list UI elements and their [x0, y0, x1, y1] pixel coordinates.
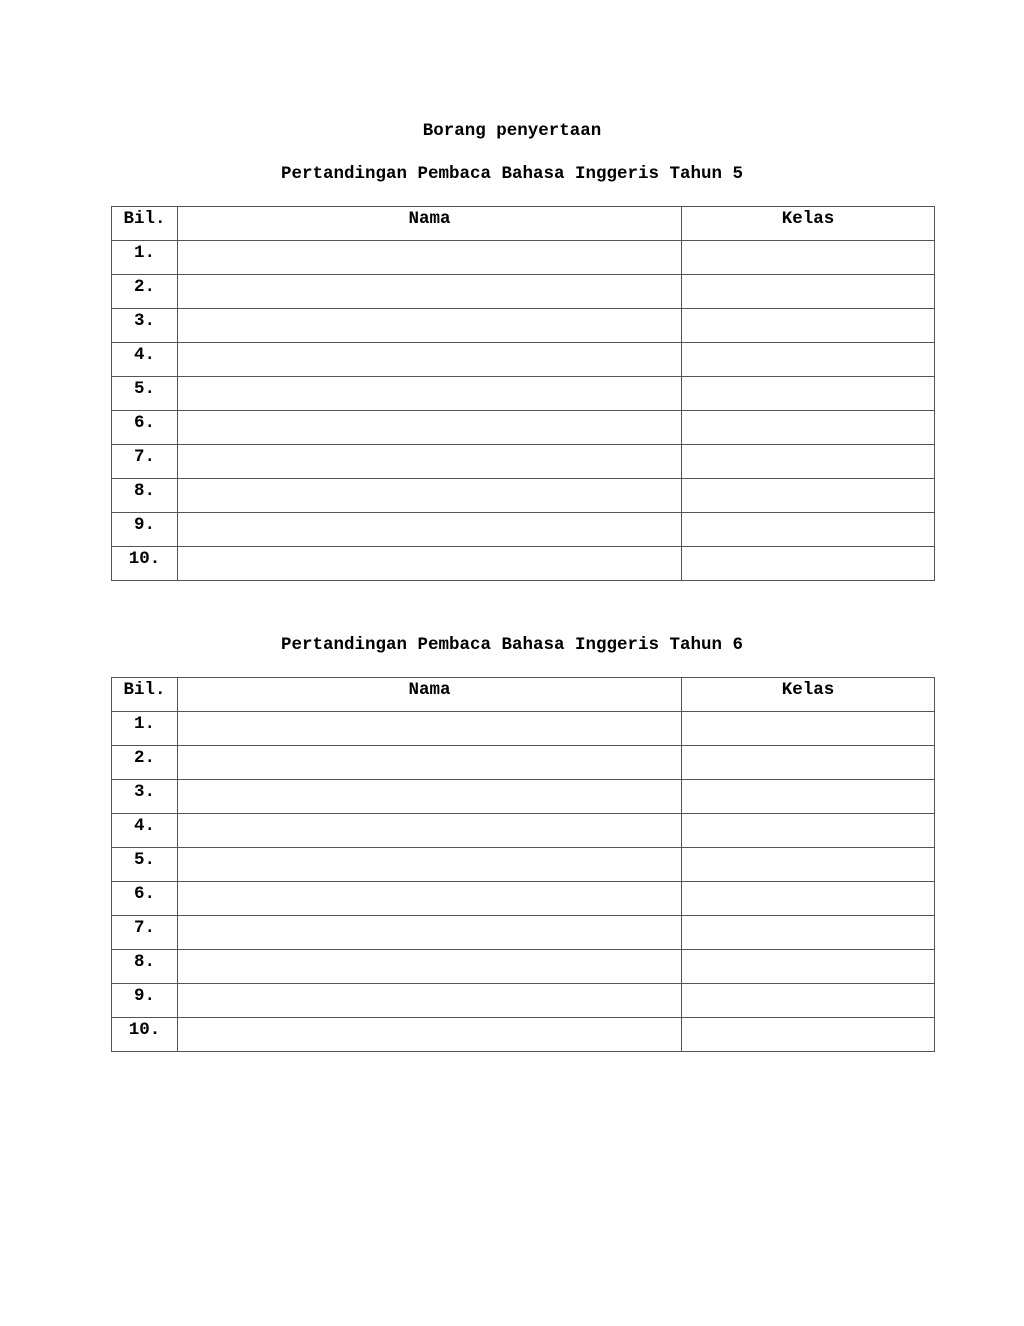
kelas-cell[interactable] [682, 411, 935, 445]
row-number: 10. [112, 547, 178, 581]
nama-cell[interactable] [178, 882, 682, 916]
header-bil: Bil. [112, 207, 178, 241]
nama-cell[interactable] [178, 479, 682, 513]
kelas-cell[interactable] [682, 848, 935, 882]
kelas-cell[interactable] [682, 950, 935, 984]
table-row [112, 882, 935, 916]
row-number: 7. [112, 916, 178, 950]
table-row [112, 984, 935, 1018]
nama-cell[interactable] [178, 275, 682, 309]
kelas-cell[interactable] [682, 275, 935, 309]
nama-cell[interactable] [178, 343, 682, 377]
row-number: 9. [112, 984, 178, 1018]
table-row [112, 712, 935, 746]
header-nama: Nama [178, 678, 682, 712]
row-number: 2. [112, 746, 178, 780]
kelas-cell[interactable] [682, 712, 935, 746]
nama-cell[interactable] [178, 1018, 682, 1052]
header-kelas: Kelas [682, 207, 935, 241]
row-number: 6. [112, 882, 178, 916]
nama-cell[interactable] [178, 814, 682, 848]
section-title-tahun-6: Pertandingan Pembaca Bahasa Inggeris Tahun 6 [280, 635, 744, 655]
row-number: 8. [112, 950, 178, 984]
kelas-cell[interactable] [682, 746, 935, 780]
nama-cell[interactable] [178, 241, 682, 275]
nama-cell[interactable] [178, 377, 682, 411]
nama-cell[interactable] [178, 984, 682, 1018]
row-number: 5. [112, 848, 178, 882]
row-number: 4. [112, 343, 178, 377]
table-header-row [112, 207, 935, 241]
table-row [112, 343, 935, 377]
row-number: 9. [112, 513, 178, 547]
table-row [112, 780, 935, 814]
kelas-cell[interactable] [682, 241, 935, 275]
row-number: 10. [112, 1018, 178, 1052]
row-number: 3. [112, 780, 178, 814]
nama-cell[interactable] [178, 848, 682, 882]
kelas-cell[interactable] [682, 377, 935, 411]
nama-cell[interactable] [178, 746, 682, 780]
row-number: 2. [112, 275, 178, 309]
header-nama: Nama [178, 207, 682, 241]
row-number: 3. [112, 309, 178, 343]
row-number: 1. [112, 712, 178, 746]
table-row [112, 445, 935, 479]
nama-cell[interactable] [178, 411, 682, 445]
nama-cell[interactable] [178, 513, 682, 547]
table-row [112, 411, 935, 445]
header-bil: Bil. [112, 678, 178, 712]
row-number: 6. [112, 411, 178, 445]
entry-table-tahun-6 [111, 677, 935, 1052]
entry-table-tahun-5 [111, 206, 935, 581]
row-number: 7. [112, 445, 178, 479]
kelas-cell[interactable] [682, 479, 935, 513]
nama-cell[interactable] [178, 950, 682, 984]
table-row [112, 848, 935, 882]
kelas-cell[interactable] [682, 309, 935, 343]
nama-cell[interactable] [178, 547, 682, 581]
kelas-cell[interactable] [682, 780, 935, 814]
table-row [112, 547, 935, 581]
kelas-cell[interactable] [682, 882, 935, 916]
nama-cell[interactable] [178, 780, 682, 814]
kelas-cell[interactable] [682, 513, 935, 547]
table-row [112, 950, 935, 984]
kelas-cell[interactable] [682, 1018, 935, 1052]
table-row [112, 916, 935, 950]
table-row [112, 814, 935, 848]
nama-cell[interactable] [178, 712, 682, 746]
kelas-cell[interactable] [682, 984, 935, 1018]
table-row [112, 275, 935, 309]
table-row [112, 377, 935, 411]
nama-cell[interactable] [178, 309, 682, 343]
table-row [112, 513, 935, 547]
table-row [112, 309, 935, 343]
kelas-cell[interactable] [682, 916, 935, 950]
form-title: Borang penyertaan [422, 121, 602, 141]
nama-cell[interactable] [178, 445, 682, 479]
table-header-row [112, 678, 935, 712]
row-number: 8. [112, 479, 178, 513]
row-number: 1. [112, 241, 178, 275]
kelas-cell[interactable] [682, 445, 935, 479]
header-kelas: Kelas [682, 678, 935, 712]
table-row [112, 746, 935, 780]
kelas-cell[interactable] [682, 547, 935, 581]
kelas-cell[interactable] [682, 814, 935, 848]
table-row [112, 1018, 935, 1052]
section-title-tahun-5: Pertandingan Pembaca Bahasa Inggeris Tahun 5 [280, 164, 744, 184]
row-number: 5. [112, 377, 178, 411]
table-row [112, 479, 935, 513]
row-number: 4. [112, 814, 178, 848]
kelas-cell[interactable] [682, 343, 935, 377]
nama-cell[interactable] [178, 916, 682, 950]
table-row [112, 241, 935, 275]
